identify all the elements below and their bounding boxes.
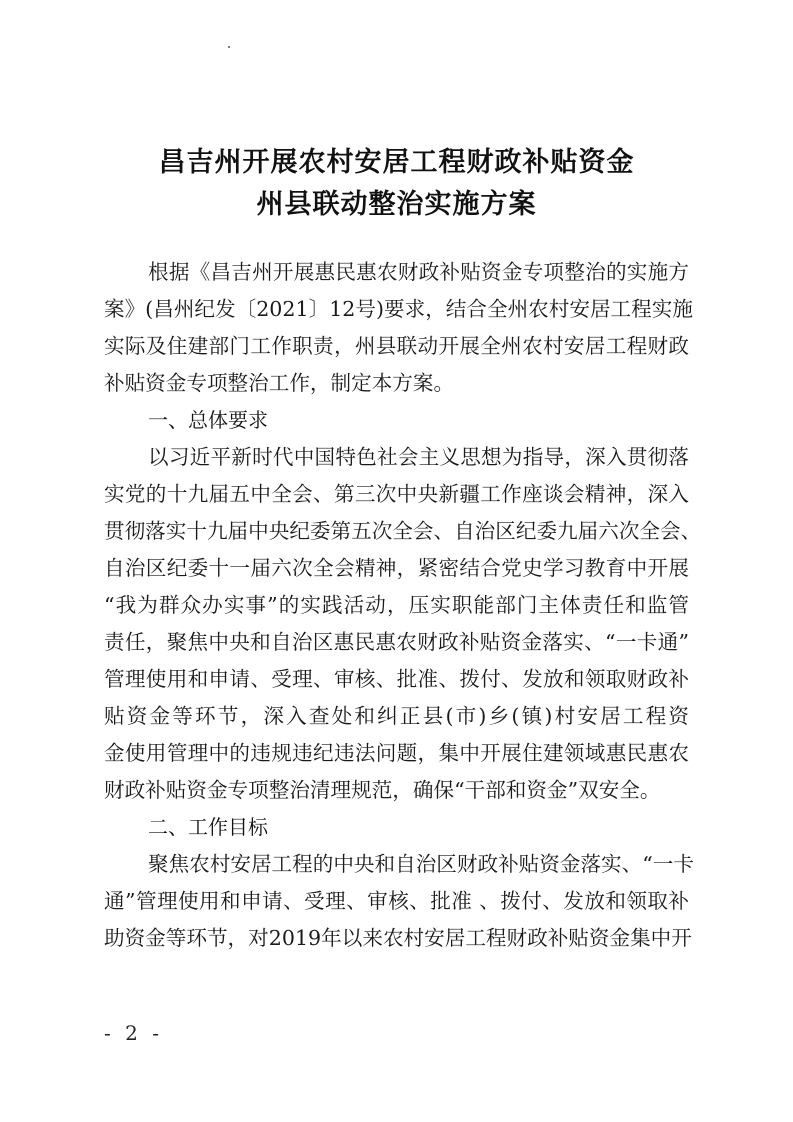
intro-line-1: 根据《昌吉州开展惠民惠农财政补贴资金专项整治的实施方 [148, 260, 689, 284]
document-title-line-1: 昌吉州开展农村安居工程财政补贴资金 [158, 147, 635, 178]
section1-line-1: 以习近平新时代中国特色社会主义思想为指导，深入贯彻落 [148, 445, 689, 469]
section-heading-work-goals: 二、工作目标 [148, 815, 268, 839]
intro-line-2: 案》(昌州纪发〔2021〕12号)要求，结合全州农村安居工程实施 [104, 297, 693, 321]
section1-line-4: 自治区纪委十一届六次全会精神，紧密结合党史学习教育中开展 [104, 556, 689, 580]
page-number: - 2 - [104, 1021, 163, 1045]
section1-line-7: 管理使用和申请、受理、审核、批准、拨付、发放和领取财政补 [104, 667, 689, 691]
section1-line-8: 贴资金等环节，深入查处和纠正县(市)乡(镇)村安居工程资 [104, 704, 689, 728]
section2-line-2: 通”管理使用和申请、受理、审核、批准 、拨付、发放和领取补 [104, 889, 689, 913]
section2-line-1: 聚焦农村安居工程的中央和自治区财政补贴资金落实、“一卡 [148, 852, 694, 876]
section2-line-3: 助资金等环节，对2019年以来农村安居工程财政补贴资金集中开 [104, 926, 692, 950]
section1-line-5: “我为群众办实事”的实践活动，压实职能部门主体责任和监管 [104, 593, 689, 617]
section1-line-2: 实党的十九届五中全会、第三次中央新疆工作座谈会精神，深入 [104, 482, 689, 506]
scan-speck [228, 46, 230, 48]
section1-line-10: 财政补贴资金专项整治清理规范，确保“干部和资金”双安全。 [104, 778, 661, 802]
intro-line-4: 补贴资金专项整治工作，制定本方案。 [104, 371, 455, 395]
section1-line-6: 责任，聚焦中央和自治区惠民惠农财政补贴资金落实、“一卡通” [104, 630, 689, 654]
intro-line-3: 实际及住建部门工作职责，州县联动开展全州农村安居工程财政 [104, 334, 689, 358]
document-title-line-2: 州县联动整治实施方案 [256, 189, 537, 220]
section-heading-overall-requirements: 一、总体要求 [148, 408, 268, 432]
section1-line-3: 贯彻落实十九届中央纪委第五次全会、自治区纪委九届六次全会、 [104, 519, 702, 543]
section1-line-9: 金使用管理中的违规违纪违法问题，集中开展住建领域惠民惠农 [104, 741, 689, 765]
